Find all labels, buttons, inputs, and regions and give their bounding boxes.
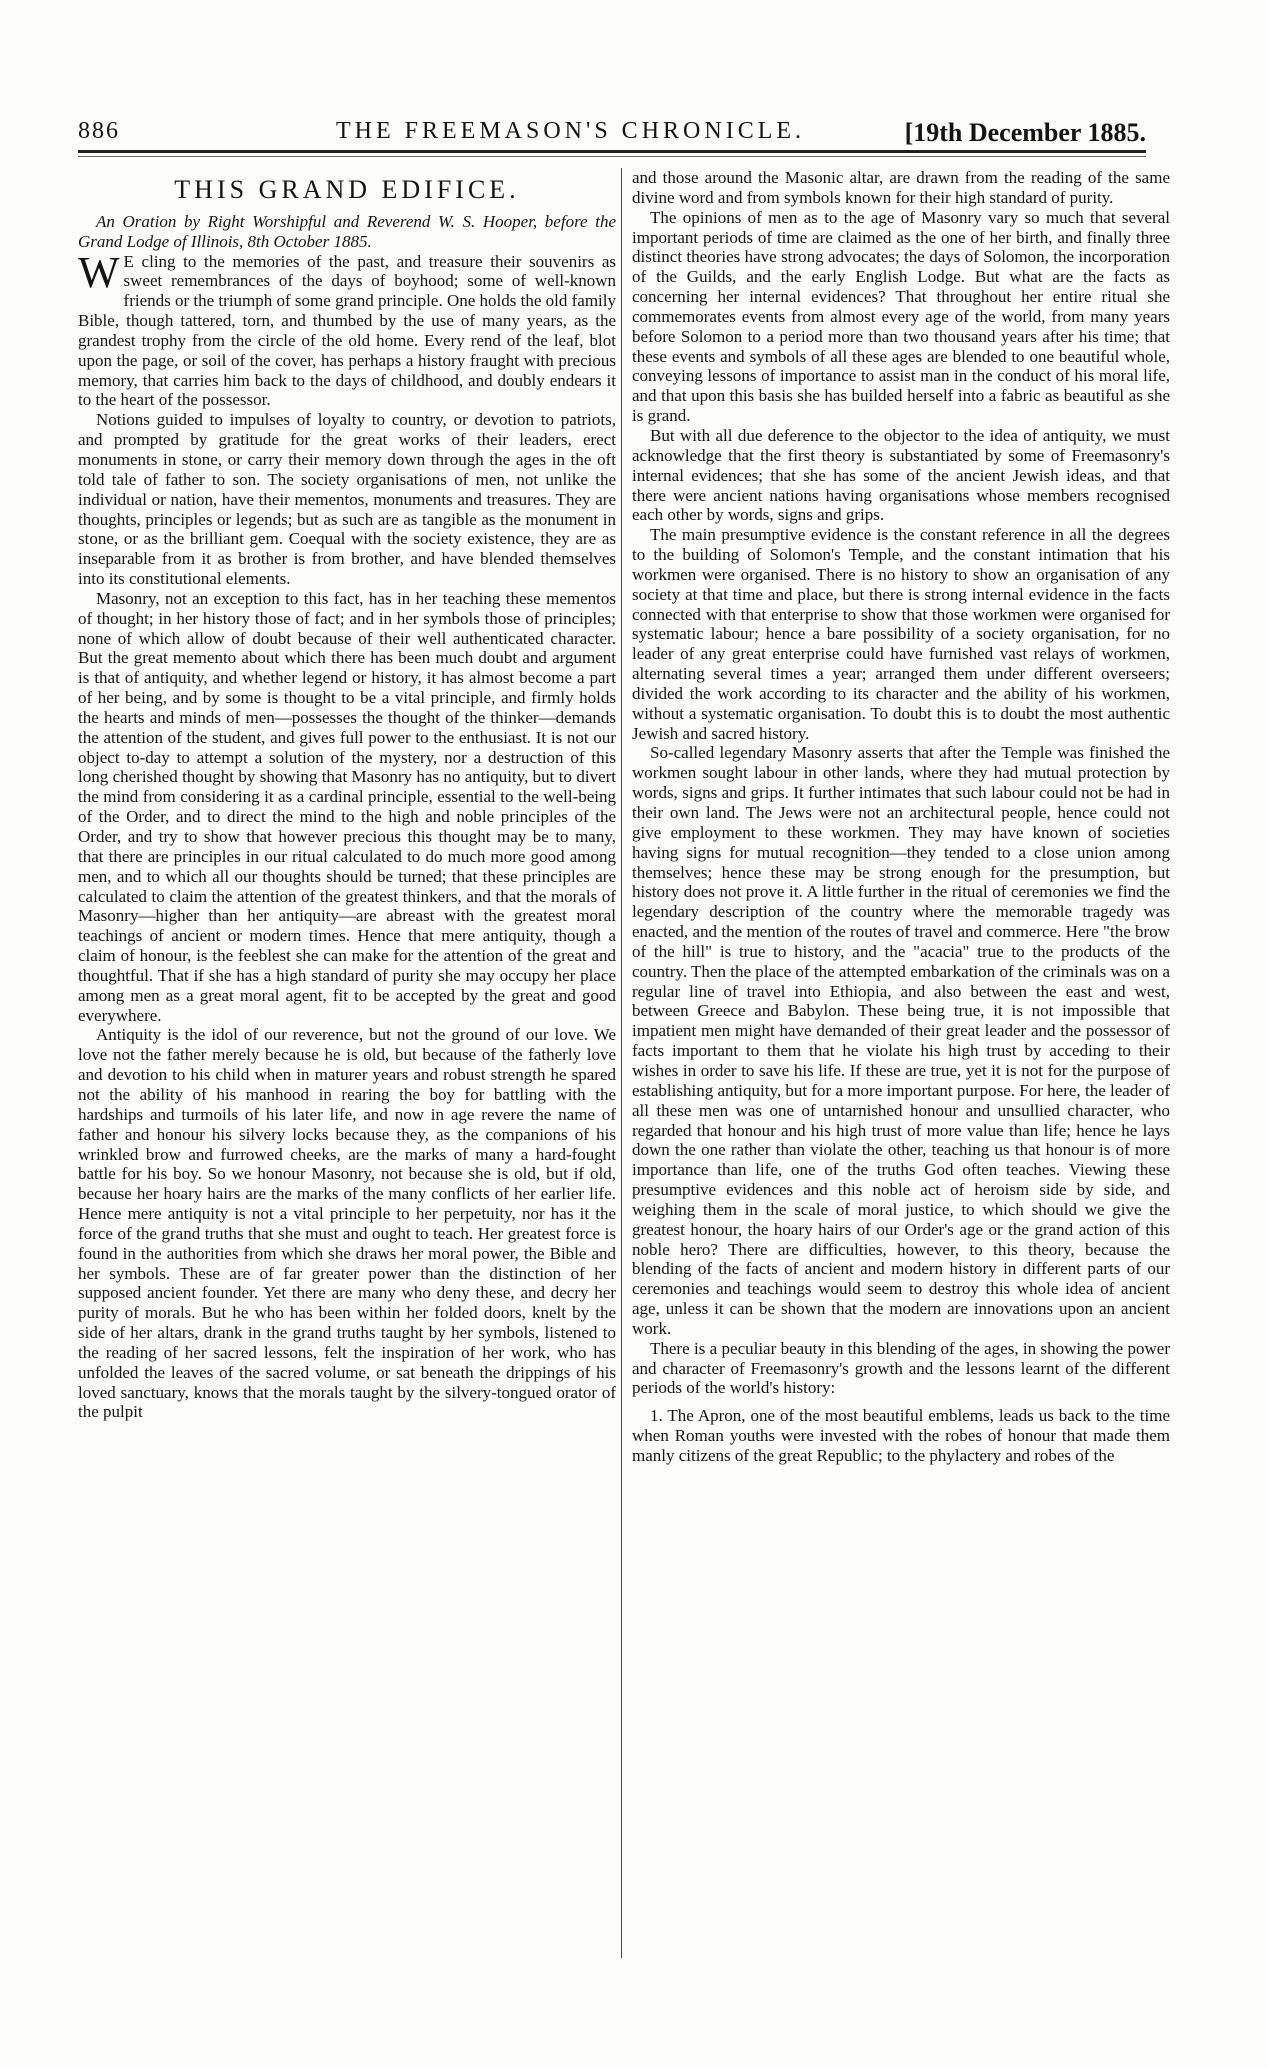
masthead-rule xyxy=(78,150,1146,153)
paragraph: But with all due deference to the objector to the idea of antiquity, we must acknowledge that the first theory is substantiated by some of Freemasonry's internal evidences; that she has some of the ancient Jewish ideas, and that there were ancient nations having organisations whose members recognised each other by words, signs and grips. xyxy=(632,425,1170,525)
article-byline: An Oration by Right Worshipful and Reverend W. S. Hooper, before the Grand Lodge of Illinois, 8th October 1885. xyxy=(78,211,616,251)
masthead xyxy=(78,118,1146,154)
paragraph: and those around the Masonic altar, are drawn from the reading of the same divine word and from symbols known for their high standard of purity. xyxy=(632,168,1170,207)
masthead-rule-thin xyxy=(78,156,1146,157)
paragraph: Masonry, not an exception to this fact, has in her teaching these mementos of thought; in her history those of fact; and in her symbols those of principles; none of which allow of doubt because of their well authenticated character. But the great memento about which there has been much doubt and argument is that of antiquity, and whether legend or history, it has almost become a part of her being, and by some is thought to be a vital principle, and firmly holds the hearts and minds of men—possesses the thought of the thinker—demands the attention of the student, and gives full power to the enthusiast. It is not our object to-day to attempt a solution of the mystery, nor a destruction of this long cherished thought by showing that Masonry has no antiquity, but to divert the mind from considering it as a cardinal principle, essential to the well-being of the Order, and to direct the mind to the high and noble principles of the Order, and try to show that however precious this thought may be to many, that there are principles in our ritual calculated to do much more good among men, and to which all our thoughts should be turned; that these principles are calculated to claim the attention of the greatest thinkers, and that the morals of Masonry—higher than her antiquity—are abreast with the greatest moral teachings of ancient or modern times. Hence that mere antiquity, though a claim of honour, is the feeblest she can make for the attention of the great and thoughtful. That if she has a high standard of purity she may occupy her place among men as a great moral agent, fit to be accepted by the great and good everywhere. xyxy=(78,588,616,1025)
issue-date: [19th December 1885. xyxy=(904,118,1146,147)
column-divider xyxy=(621,168,622,1958)
paragraph: The opinions of men as to the age of Masonry vary so much that several important periods of time are claimed as the one of her birth, and finally three distinct theories have strong advocates; the days of Solomon, the incorporation of the Guilds, and the early English Lodge. But what are the facts as concerning her internal evidences? That throughout her entire ritual she commemorates events from almost every age of the world, from many years before Solomon to a period more than two thousand years after his time; that these events and symbols of all these ages are blended to one beautiful whole, conveying lessons of importance to assist man in the conduct of his moral life, and that upon this basis she has builded herself into a fabric as beautiful as she is grand. xyxy=(632,207,1170,426)
right-column xyxy=(632,168,1170,1968)
left-column xyxy=(78,168,616,1968)
paragraph: So-called legendary Masonry asserts that after the Temple was finished the workmen sought labour in other lands, where they had mutual protection by words, signs and grips. It further intimates that such labour could not be had in their own land. The Jews were not an architectural people, hence could not give employment to these workmen. They may have known of societies having signs for mutual recognition—they tended to a close union among themselves; hence these may be strong enough for the presumption, but history does not prove it. A little further in the ritual of ceremonies we find the legendary description of the country where the memorable tragedy was enacted, and the mention of the routes of travel and commerce. Here "the brow of the hill" is true to history, and the "acacia" true to the products of the country. Then the place of the attempted embarkation of the criminals was on a regular line of travel into Ethiopia, and also between the east and west, between Greece and Babylon. These being true, it is not impossible that impatient men might have demanded of their great leader and the possessor of facts important to them that he violate his high trust by acceding to their wishes in order to save his life. If these are true, yet it is not for the purpose of establishing antiquity, but for a more important purpose. For here, the leader of all these men was one of untarnished honour and unsullied character, who regarded that honour and his high trust of more value than life; hence he lays down the one rather than violate the other, teaching us that honour is of more importance than life, one of the truths God often teaches. Viewing these presumptive evidences and this noble act of heroism side by side, and weighing them in the scale of moral justice, to which should we give the greatest honour, the hoary hairs of our Order's age or the grand action of this noble hero? There are difficulties, however, to this theory, because the blending of the facts of ancient and modern history in different parts of our ceremonies and teachings would seem to destroy this whole idea of ancient age, unless it can be shown that the modern are innovations upon an ancient work. xyxy=(632,743,1170,1338)
drop-cap: W xyxy=(78,247,120,297)
article-title: THIS GRAND EDIFICE. xyxy=(174,175,520,204)
paragraph: The main presumptive evidence is the constant reference in all the degrees to the building of Solomon's Temple, and the constant intimation that his workmen were organised. There is no history to show an organisation of any society at that time and place, but there is strong internal evidence in the facts connected with that enterprise to show that those workmen were organised for systematic labour; hence a bare possibility of a society organisation, for no leader of any great enterprise could have furnished vast relays of workmen, alternating several times a year; arranged them under different overseers; divided the work according to its character and the ability of his workmen, without a systematic organisation. To doubt this is to doubt the most authentic Jewish and sacred history. xyxy=(632,525,1170,743)
paragraph: Antiquity is the idol of our reverence, but not the ground of our love. We love not the father merely because he is old, but because of the fatherly love and devotion to his child when in maturer years and robust strength he spared not the ability of his manhood in rearing the boy for battling with the hardships and turmoils of his later life, and now in age revere the name of father and honour his silvery locks because they, as the companions of his wrinkled brow and furrowed cheeks, are the marks of many a hard-fought battle for his boy. So we honour Masonry, not because she is old, but if old, because her hoary hairs are the marks of the many conflicts of her earlier life. Hence mere antiquity is not a vital principle to her perpetuity, nor has it the force of the grand truths that she must and ought to teach. Her greatest force is found in the authorities from which she draws her moral power, the Bible and her symbols. These are of far greater power than the distinction of her supposed ancient founder. Yet there are many who deny these, and decry her purity of morals. But he who has been within her folded doors, knelt by the side of her altars, drank in the grand truths taught by her symbols, listened to the reading of her sacred lessons, felt the inspiration of her work, who has unfolded the leaves of the sacred volume, or sat beneath the drippings of his loved sanctuary, knows that the morals taught by the silvery-tongued orator of the pulpit xyxy=(78,1025,616,1422)
paragraph: Notions guided to impulses of loyalty to country, or devotion to patriots, and prompted by gratitude for the great works of their leaders, erect monuments in stone, or carry their memory down through the ages in the oft told tale of father to son. The society organisations of men, not unlike the individual or nation, have their mementos, monuments and treasures. They are thoughts, principles or legends; but as such are as tangible as the monument in stone, or as the brilliant gem. Coequal with the society existence, they are as inseparable from it as brother is from brother, and have blended themselves into its constitutional elements. xyxy=(78,410,616,589)
page-number: 886 xyxy=(78,118,120,144)
paragraph: 1. The Apron, one of the most beautiful emblems, leads us back to the time when Roman youths were invested with the robes of honour that made them manly citizens of the great Republic; to the phylactery and robes of the xyxy=(632,1406,1170,1465)
paragraph-text: E cling to the memories of the past, and treasure their souvenirs as sweet remembrances of the days of boyhood; some of well-known friends or the triumph of some grand principle. One holds the old family Bible, though tattered, torn, and thumbed by the use of many years, as the grandest trophy from the circle of the old home. Every rend of the leaf, blot upon the page, or soil of the cover, has perhaps a history fraught with precious memory, that carries him back to the days of childhood, and doubly endears it to the heart of the possessor. xyxy=(78,251,616,410)
publication-title: THE FREEMASON'S CHRONICLE. xyxy=(336,118,806,144)
paragraph xyxy=(78,247,616,411)
paragraph: There is a peculiar beauty in this blending of the ages, in showing the power and character of Freemasonry's growth and the lessons learnt of the different periods of the world's history: xyxy=(632,1338,1170,1398)
